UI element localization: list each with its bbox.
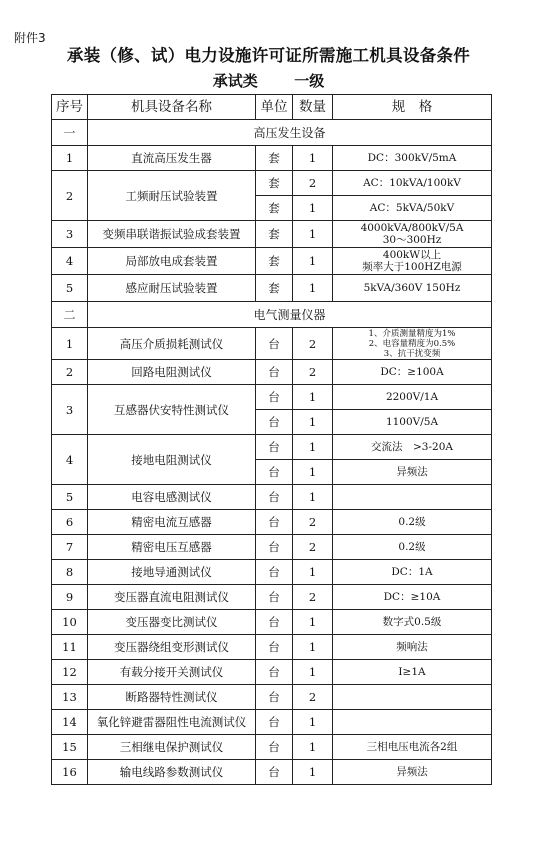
item-qty: 1: [293, 221, 333, 248]
subtitle-level: 一级: [294, 72, 325, 90]
item-unit: 台: [256, 385, 293, 410]
item-spec-line: 400kW以上: [382, 249, 442, 261]
item-spec-line: 5kVA/360V 150Hz: [363, 282, 461, 294]
item-name: 有载分接开关测试仪: [88, 660, 256, 685]
item-number: 3: [52, 385, 88, 435]
item-unit: 套: [256, 221, 293, 248]
table-row: [52, 635, 492, 660]
item-qty: 1: [293, 635, 333, 660]
item-name: 互感器伏安特性测试仪: [88, 385, 256, 435]
item-spec-line: 2、电容量精度为0.5%: [368, 338, 456, 349]
section-number: 一: [52, 120, 88, 146]
item-name: 感应耐压试验装置: [88, 275, 256, 302]
item-unit: 台: [256, 535, 293, 560]
item-qty: 1: [293, 435, 333, 460]
item-name: 接地导通测试仪: [88, 560, 256, 585]
item-spec: [333, 196, 492, 221]
item-spec: [333, 485, 492, 510]
item-qty: 1: [293, 146, 333, 171]
item-spec-line: DC：300kV/5mA: [367, 152, 457, 164]
item-name: 局部放电成套装置: [88, 248, 256, 275]
item-name: 变压器变比测试仪: [88, 610, 256, 635]
item-spec-line: 2200V/1A: [385, 391, 439, 403]
item-name: 变压器直流电阻测试仪: [88, 585, 256, 610]
item-spec-line: DC：1A: [391, 566, 433, 578]
item-name: 电容电感测试仪: [88, 485, 256, 510]
item-unit: 台: [256, 510, 293, 535]
item-spec: [333, 735, 492, 760]
item-spec-line: 30～300Hz: [382, 234, 442, 246]
item-unit: 台: [256, 410, 293, 435]
item-qty: 1: [293, 410, 333, 435]
header-unit: 单位: [256, 95, 293, 120]
table-header-row: [52, 95, 492, 120]
item-unit: 台: [256, 560, 293, 585]
item-qty: 1: [293, 710, 333, 735]
item-spec: [333, 585, 492, 610]
item-spec-line: 0.2级: [398, 516, 426, 528]
item-spec-line: DC：≥10A: [383, 591, 441, 603]
item-unit: 台: [256, 485, 293, 510]
table-row: [52, 435, 492, 460]
item-spec: [333, 760, 492, 785]
attachment-label: 附件3: [14, 31, 46, 45]
item-number: 1: [52, 146, 88, 171]
item-spec: [333, 635, 492, 660]
item-unit: 台: [256, 360, 293, 385]
item-qty: 1: [293, 275, 333, 302]
table-row: [52, 171, 492, 196]
item-qty: 2: [293, 360, 333, 385]
item-unit: 台: [256, 710, 293, 735]
item-spec-line: 三相电压电流各2组: [366, 741, 458, 753]
item-number: 8: [52, 560, 88, 585]
item-number: 6: [52, 510, 88, 535]
item-name: 高压介质损耗测试仪: [88, 328, 256, 360]
header-spec: 规 格: [333, 95, 492, 120]
table-row: [52, 510, 492, 535]
item-spec-line: 频率大于100HZ电源: [362, 261, 462, 273]
section-name: 电气测量仪器: [88, 302, 492, 328]
item-qty: 1: [293, 385, 333, 410]
section-name: 高压发生设备: [88, 120, 492, 146]
item-unit: 套: [256, 248, 293, 275]
table-row: [52, 710, 492, 735]
item-unit: 台: [256, 735, 293, 760]
item-spec-line: 1100V/5A: [385, 416, 439, 428]
document-title: 承装（修、试）电力设施许可证所需施工机具设备条件: [66, 46, 471, 65]
item-unit: 台: [256, 585, 293, 610]
item-qty: 1: [293, 196, 333, 221]
item-spec-line: 频响法: [396, 641, 428, 653]
item-number: 4: [52, 248, 88, 275]
item-unit: 台: [256, 435, 293, 460]
item-name: 接地电阻测试仪: [88, 435, 256, 485]
table-row: [52, 221, 492, 248]
item-spec: [333, 275, 492, 302]
equipment-table: [51, 94, 492, 785]
header-no: 序号: [52, 95, 88, 120]
item-qty: 2: [293, 171, 333, 196]
item-spec: [333, 710, 492, 735]
item-unit: 台: [256, 460, 293, 485]
item-number: 10: [52, 610, 88, 635]
table-row: [52, 685, 492, 710]
item-number: 5: [52, 275, 88, 302]
item-qty: 2: [293, 585, 333, 610]
table-row: [52, 146, 492, 171]
item-spec: [333, 248, 492, 275]
item-name: 精密电压互感器: [88, 535, 256, 560]
item-spec-line: 0.2级: [398, 541, 426, 553]
item-unit: 台: [256, 610, 293, 635]
item-qty: 1: [293, 760, 333, 785]
item-number: 5: [52, 485, 88, 510]
item-spec-line: 异频法: [396, 766, 428, 778]
item-spec: [333, 328, 492, 360]
table-row: [52, 610, 492, 635]
item-unit: 台: [256, 660, 293, 685]
table-row: [52, 760, 492, 785]
item-number: 4: [52, 435, 88, 485]
item-spec: [333, 560, 492, 585]
item-unit: 套: [256, 275, 293, 302]
item-number: 12: [52, 660, 88, 685]
item-qty: 1: [293, 735, 333, 760]
item-number: 3: [52, 221, 88, 248]
table-row: [52, 385, 492, 410]
item-name: 三相继电保护测试仪: [88, 735, 256, 760]
item-qty: 1: [293, 660, 333, 685]
item-name: 断路器特性测试仪: [88, 685, 256, 710]
item-qty: 2: [293, 328, 333, 360]
item-spec-line: 数字式0.5级: [382, 616, 442, 628]
item-spec-line: 异频法: [396, 466, 428, 478]
item-qty: 2: [293, 685, 333, 710]
item-spec: [333, 360, 492, 385]
item-spec: [333, 171, 492, 196]
table-row: [52, 275, 492, 302]
table-row: [52, 360, 492, 385]
section-row: [52, 302, 492, 328]
item-number: 14: [52, 710, 88, 735]
table-row: [52, 485, 492, 510]
item-qty: 1: [293, 610, 333, 635]
item-spec: [333, 610, 492, 635]
item-unit: 台: [256, 328, 293, 360]
item-spec: [333, 660, 492, 685]
item-spec-line: AC：10kVA/100kV: [363, 177, 461, 189]
item-spec: [333, 460, 492, 485]
item-spec: [333, 146, 492, 171]
item-number: 2: [52, 360, 88, 385]
header-qty: 数量: [293, 95, 333, 120]
item-qty: 2: [293, 510, 333, 535]
item-number: 16: [52, 760, 88, 785]
section-number: 二: [52, 302, 88, 328]
item-number: 2: [52, 171, 88, 221]
item-name: 精密电流互感器: [88, 510, 256, 535]
item-spec-line: AC：5kVA/50kV: [369, 202, 455, 214]
item-spec: [333, 221, 492, 248]
item-number: 13: [52, 685, 88, 710]
item-spec-line: 4000kVA/800kV/5A: [360, 222, 464, 234]
table-row: [52, 328, 492, 360]
item-name: 回路电阻测试仪: [88, 360, 256, 385]
item-number: 7: [52, 535, 88, 560]
item-name: 氧化锌避雷器阻性电流测试仪: [88, 710, 256, 735]
table-row: [52, 660, 492, 685]
item-qty: 1: [293, 485, 333, 510]
item-qty: 1: [293, 560, 333, 585]
item-spec: [333, 510, 492, 535]
item-spec-line: 3、抗干扰变频: [383, 348, 441, 359]
item-spec: [333, 435, 492, 460]
item-qty: 2: [293, 535, 333, 560]
item-name: 变频串联谐振试验成套装置: [88, 221, 256, 248]
item-name: 输电线路参数测试仪: [88, 760, 256, 785]
item-spec-line: DC：≥100A: [380, 366, 444, 378]
item-spec: [333, 685, 492, 710]
document-subtitle: [0, 70, 537, 91]
item-name: 直流高压发生器: [88, 146, 256, 171]
item-number: 9: [52, 585, 88, 610]
item-spec: [333, 535, 492, 560]
item-unit: 台: [256, 685, 293, 710]
item-unit: 套: [256, 171, 293, 196]
table-row: [52, 585, 492, 610]
item-unit: 台: [256, 635, 293, 660]
item-qty: 1: [293, 460, 333, 485]
item-name: 变压器绕组变形测试仪: [88, 635, 256, 660]
item-spec-line: I≥1A: [398, 666, 426, 678]
header-name: 机具设备名称: [88, 95, 256, 120]
item-unit: 套: [256, 146, 293, 171]
table-row: [52, 535, 492, 560]
table-row: [52, 735, 492, 760]
item-number: 11: [52, 635, 88, 660]
table-row: [52, 248, 492, 275]
item-number: 1: [52, 328, 88, 360]
item-spec-line: 1、介质测量精度为1%: [368, 328, 456, 339]
item-spec-line: 交流法 >3-20A: [371, 441, 453, 453]
section-row: [52, 120, 492, 146]
item-spec: [333, 410, 492, 435]
item-unit: 台: [256, 760, 293, 785]
table-row: [52, 560, 492, 585]
item-qty: 1: [293, 248, 333, 275]
item-number: 15: [52, 735, 88, 760]
subtitle-category: 承试类: [212, 72, 258, 90]
table-body: [52, 120, 492, 785]
item-unit: 套: [256, 196, 293, 221]
item-name: 工频耐压试验装置: [88, 171, 256, 221]
item-spec: [333, 385, 492, 410]
